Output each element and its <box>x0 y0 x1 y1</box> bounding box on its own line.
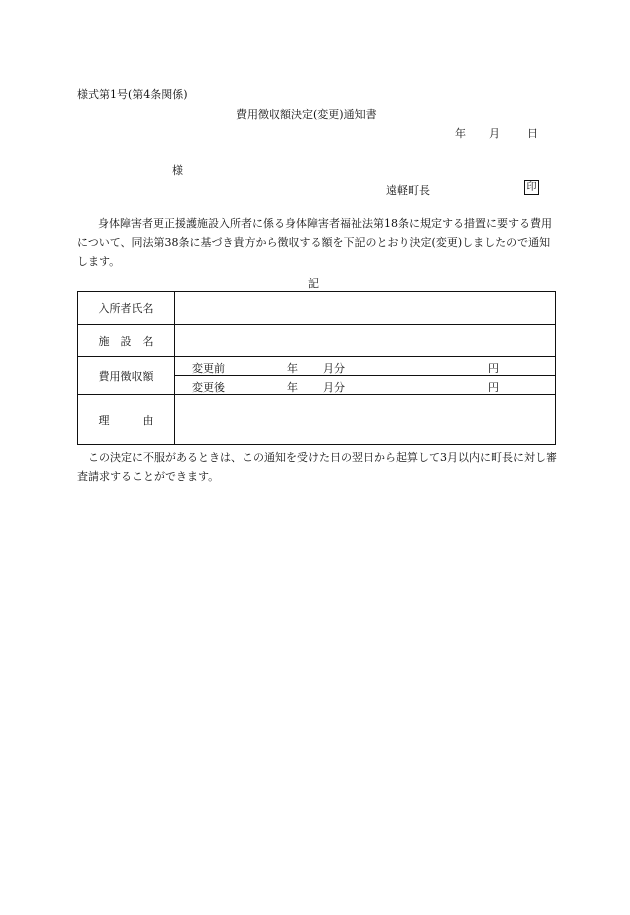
before-yen-label: 円 <box>488 362 499 375</box>
issuer-title: 遠軽町長 <box>386 184 430 197</box>
date-day-label: 日 <box>527 127 538 140</box>
fee-after-row[interactable] <box>175 375 555 394</box>
before-year-label: 年 <box>287 362 298 375</box>
after-year-label: 年 <box>287 381 298 394</box>
ki-heading: 記 <box>308 277 319 290</box>
resident-name-label: 入所者氏名 <box>78 292 175 325</box>
fee-amount-label: 費用徴収額 <box>78 357 175 395</box>
facility-name-field[interactable] <box>175 325 556 357</box>
details-table <box>77 291 556 445</box>
table-row <box>78 395 556 445</box>
before-month-label: 月分 <box>323 362 345 375</box>
table-row <box>78 292 556 325</box>
seal-mark: 印 <box>524 180 539 195</box>
fee-amount-cell <box>175 357 556 395</box>
date-month-label: 月 <box>489 127 500 140</box>
document-title: 費用徴収額決定(変更)通知書 <box>236 108 377 121</box>
after-yen-label: 円 <box>488 381 499 394</box>
appeal-notice: この決定に不服があるときは、この通知を受けた日の翌日から起算して3月以内に町長に対し審査請求することができます。 <box>77 451 557 483</box>
table-row <box>78 325 556 357</box>
before-label: 変更前 <box>192 362 225 375</box>
facility-name-label: 施 設 名 <box>78 325 175 357</box>
form-number: 様式第1号(第4条関係) <box>77 88 188 101</box>
body-paragraph: 身体障害者更正援護施設入所者に係る身体障害者福祉法第18条に規定する措置に要する費用について、同法第38条に基づき貴方から徴収する額を下記のとおり決定(変更)しましたので通知します。 <box>77 217 552 268</box>
after-label: 変更後 <box>192 381 225 394</box>
table-row <box>78 357 556 395</box>
reason-field[interactable] <box>175 395 556 445</box>
fee-before-row[interactable] <box>175 357 555 375</box>
after-month-label: 月分 <box>323 381 345 394</box>
reason-label: 理 由 <box>78 395 175 445</box>
addressee-suffix: 様 <box>172 164 183 177</box>
date-year-label: 年 <box>455 127 466 140</box>
resident-name-field[interactable] <box>175 292 556 325</box>
